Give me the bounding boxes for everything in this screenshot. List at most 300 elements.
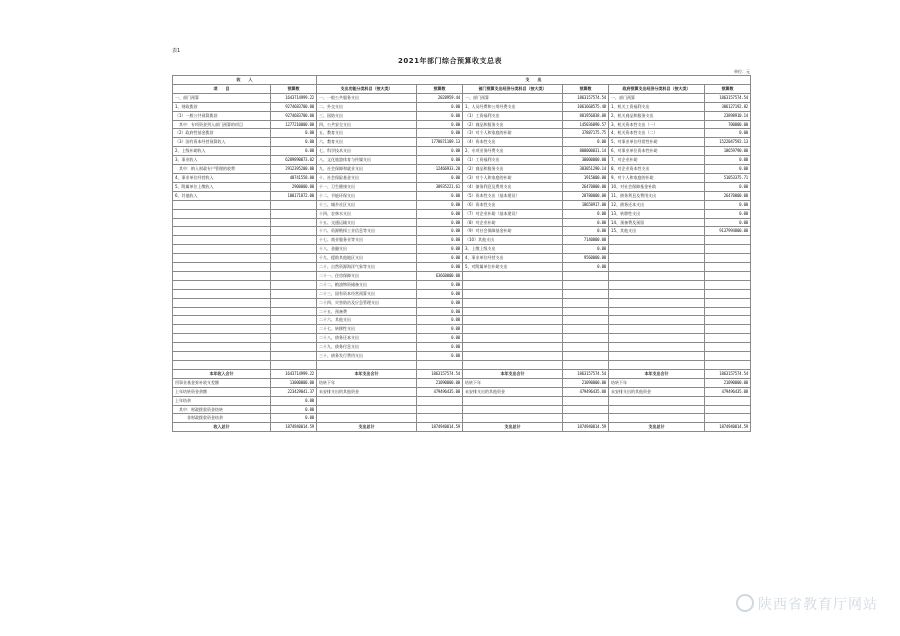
income-item-cell bbox=[173, 227, 271, 236]
gov-budget-cell bbox=[705, 316, 751, 325]
income-item-cell bbox=[173, 218, 271, 227]
dept-item-cell: （10）其他支出 bbox=[463, 236, 563, 245]
dept-budget-cell: 7140000.00 bbox=[563, 236, 609, 245]
dept-budget-cell bbox=[563, 298, 609, 307]
func-budget-cell: 0.00 bbox=[417, 298, 463, 307]
income-budget-cell: 40741558.00 bbox=[271, 173, 317, 182]
table-row bbox=[173, 165, 751, 174]
expense-total-label: 本年支出合计 bbox=[317, 369, 417, 378]
gov-budget-cell: 26470000.00 bbox=[705, 191, 751, 200]
func-item-cell: 二十八、债务还本支出 bbox=[317, 334, 417, 343]
table-number: 表1 bbox=[172, 48, 181, 54]
site-watermark bbox=[736, 594, 878, 614]
func-item-cell: 七、科学技术支出 bbox=[317, 147, 417, 156]
func-item-cell: 十五、交通运输支出 bbox=[317, 218, 417, 227]
func-item-cell: 二十七、转移性支出 bbox=[317, 325, 417, 334]
gov-budget-cell bbox=[705, 396, 751, 405]
gov-budget-cell bbox=[705, 236, 751, 245]
watermark-text: 陕西省教育厅网站 bbox=[758, 597, 878, 613]
table-row bbox=[173, 191, 751, 200]
func-budget-cell: 1778871189.13 bbox=[417, 138, 463, 147]
gov-item-cell: 未安排支出的其他资金 bbox=[609, 387, 705, 396]
table-row bbox=[173, 316, 751, 325]
func-budget-cell bbox=[417, 405, 463, 414]
func-budget-cell: 0.00 bbox=[417, 343, 463, 352]
table-row bbox=[173, 245, 751, 254]
dept-item-cell bbox=[463, 405, 563, 414]
dept-item-cell: （8）对企业补助 bbox=[463, 218, 563, 227]
dept-item-cell: （1）工资福利支出 bbox=[463, 111, 563, 120]
func-item-cell bbox=[317, 361, 417, 370]
func-item-cell: 十三、城乡社区支出 bbox=[317, 200, 417, 209]
table-row bbox=[173, 325, 751, 334]
func-item-cell: 十九、援助其他地区支出 bbox=[317, 254, 417, 263]
table-row bbox=[173, 236, 751, 245]
func-budget-cell: 0.00 bbox=[417, 200, 463, 209]
table-row bbox=[173, 352, 751, 361]
gov-budget-cell bbox=[705, 352, 751, 361]
gov-item-cell bbox=[609, 263, 705, 272]
func-budget-cell: 0.00 bbox=[417, 156, 463, 165]
gov-budget-cell: 51053375.71 bbox=[705, 173, 751, 182]
income-item-cell bbox=[173, 334, 271, 343]
income-item-cell bbox=[173, 236, 271, 245]
gov-budget-cell bbox=[705, 343, 751, 352]
dept-budget-cell bbox=[563, 289, 609, 298]
income-item-cell: 3、事业收入 bbox=[173, 156, 271, 165]
gov-item-cell bbox=[609, 307, 705, 316]
table-row bbox=[173, 263, 751, 272]
func-item-cell: 二十三、国有资本经营预算支出 bbox=[317, 289, 417, 298]
dept-item-cell: （3）对个人和家庭的补助 bbox=[463, 129, 563, 138]
dept-item-cell: （4）债务利息及费用支出 bbox=[463, 182, 563, 191]
func-item-cell: 十四、农林水支出 bbox=[317, 209, 417, 218]
dept-budget-cell: 383051290.14 bbox=[563, 165, 609, 174]
func-item-cell: 结转下年 bbox=[317, 378, 417, 387]
income-budget-cell bbox=[271, 236, 317, 245]
gov-budget-cell: 9137994800.00 bbox=[705, 227, 751, 236]
income-budget-cell: 6289890073.02 bbox=[271, 156, 317, 165]
table-row bbox=[173, 298, 751, 307]
gov-budget-cell bbox=[705, 254, 751, 263]
income-item-cell: 4、事业单位经营收入 bbox=[173, 173, 271, 182]
func-item-cell: 未安排支出的其他资金 bbox=[317, 387, 417, 396]
func-budget-cell: 0.00 bbox=[417, 218, 463, 227]
dept-item-cell bbox=[463, 316, 563, 325]
income-budget-cell: 0.00 bbox=[271, 129, 317, 138]
func-budget-cell: 0.00 bbox=[417, 307, 463, 316]
gov-budget-cell: 479496435.08 bbox=[705, 387, 751, 396]
gov-budget-cell: 0.00 bbox=[705, 200, 751, 209]
income-item-cell: 上年结余 bbox=[173, 396, 271, 405]
func-item-cell: 十八、金融支出 bbox=[317, 245, 417, 254]
dept-budget-cell bbox=[563, 325, 609, 334]
table-row bbox=[173, 93, 751, 102]
func-item-cell: 六、教育支出 bbox=[317, 138, 417, 147]
income-item-cell bbox=[173, 316, 271, 325]
income-budget-cell: 100171872.00 bbox=[271, 191, 317, 200]
income-item-cell bbox=[173, 361, 271, 370]
expense-header: 支 出 bbox=[317, 76, 751, 85]
income-item-cell bbox=[173, 307, 271, 316]
income-item-cell: 6、其他收入 bbox=[173, 191, 271, 200]
func-item-cell: 十六、资源勘探工业信息等支出 bbox=[317, 227, 417, 236]
income-item-cell: 其中：专项资金列入部门预算的项目 bbox=[173, 120, 271, 129]
func-item-cell: 二十、自然资源海洋气象等支出 bbox=[317, 263, 417, 272]
func-item-cell: 十一、卫生健康支出 bbox=[317, 182, 417, 191]
func-budget-cell: 0.00 bbox=[417, 245, 463, 254]
gov-item-cell bbox=[609, 414, 705, 423]
func-class-header: 支出功能分类科目（按大类） bbox=[317, 84, 417, 93]
income-item-cell bbox=[173, 298, 271, 307]
income-budget-cell bbox=[271, 271, 317, 280]
gov-item-cell bbox=[609, 236, 705, 245]
gov-item-cell: 7、对企业补助 bbox=[609, 156, 705, 165]
table-row bbox=[173, 378, 751, 387]
income-budget-cell bbox=[271, 254, 317, 263]
dept-budget-cell bbox=[563, 334, 609, 343]
gov-item-cell: 12、债务还本支出 bbox=[609, 200, 705, 209]
func-item-cell: 九、社会保障和就业支出 bbox=[317, 165, 417, 174]
dept-budget-cell bbox=[563, 361, 609, 370]
dept-item-cell bbox=[463, 298, 563, 307]
income-budget-cell: 13000000.00 bbox=[271, 378, 317, 387]
table-row bbox=[173, 289, 751, 298]
income-total-label: 本年收入合计 bbox=[173, 369, 271, 378]
dept-item-cell: （4）资本性支出 bbox=[463, 138, 563, 147]
dept-item-cell bbox=[463, 396, 563, 405]
func-item-cell: 十、社会保险基金支出 bbox=[317, 173, 417, 182]
gov-budget-cell: 0.00 bbox=[705, 218, 751, 227]
func-item-cell: 二十六、其他支出 bbox=[317, 316, 417, 325]
dept-budget-cell bbox=[563, 271, 609, 280]
table-row bbox=[173, 405, 751, 414]
dept-item-cell: （2）商品和服务支出 bbox=[463, 165, 563, 174]
func-budget-cell: 0.00 bbox=[417, 227, 463, 236]
income-item-cell: 非财政拨款资金结余 bbox=[173, 414, 271, 423]
table-row bbox=[173, 120, 751, 129]
func-budget-cell: 0.00 bbox=[417, 334, 463, 343]
dept-item-cell: （3）对个人和家庭的补助 bbox=[463, 173, 563, 182]
func-budget-cell: 0.00 bbox=[417, 129, 463, 138]
gov-budget-cell bbox=[705, 361, 751, 370]
income-item-cell: 其中：纳入财政专户管理的收费 bbox=[173, 165, 271, 174]
table-row bbox=[173, 147, 751, 156]
income-budget-cell bbox=[271, 289, 317, 298]
gov-budget-cell bbox=[705, 307, 751, 316]
func-budget-cell: 0.00 bbox=[417, 325, 463, 334]
income-budget-cell bbox=[271, 325, 317, 334]
dept-budget-cell: 1863157574.54 bbox=[563, 93, 609, 102]
income-item-cell bbox=[173, 289, 271, 298]
table-row bbox=[173, 138, 751, 147]
gov-budget-cell: 0.00 bbox=[705, 209, 751, 218]
dept-budget-cell: 18658917.00 bbox=[563, 200, 609, 209]
income-budget-cell: 2900000.00 bbox=[271, 182, 317, 191]
dept-item-cell: 结转下年 bbox=[463, 378, 563, 387]
dept-budget-cell: 479496435.08 bbox=[563, 387, 609, 396]
gov-budget-cell bbox=[705, 414, 751, 423]
dept-item-cell: （5）资本性支出（基本建设） bbox=[463, 191, 563, 200]
func-budget-cell: 0.00 bbox=[417, 280, 463, 289]
gov-budget-cell: 21090000.00 bbox=[705, 378, 751, 387]
income-budget-cell bbox=[271, 307, 317, 316]
dept-budget-cell bbox=[563, 280, 609, 289]
table-row bbox=[173, 200, 751, 209]
func-item-cell: 五、教育支出 bbox=[317, 129, 417, 138]
func-budget-cell: 479496435.08 bbox=[417, 387, 463, 396]
gov-item-cell: 4、机关资本性支出（二） bbox=[609, 129, 705, 138]
gov-total-value: 1863157574.54 bbox=[705, 369, 751, 378]
dept-item-cell bbox=[463, 307, 563, 316]
func-item-cell bbox=[317, 405, 417, 414]
func-item-cell: 二十二、粮油物资储备支出 bbox=[317, 280, 417, 289]
expense-total-value: 1863157574.54 bbox=[417, 369, 463, 378]
func-budget-cell: 0.00 bbox=[417, 316, 463, 325]
income-item-cell bbox=[173, 280, 271, 289]
income-budget-cell: 0.00 bbox=[271, 414, 317, 423]
dept-grand-label: 支出总计 bbox=[463, 423, 563, 432]
dept-total-value: 1863157574.54 bbox=[563, 369, 609, 378]
income-budget-cell bbox=[271, 227, 317, 236]
gov-item-cell: 13、转移性支出 bbox=[609, 209, 705, 218]
func-item-cell: 十七、商业服务业等支出 bbox=[317, 236, 417, 245]
func-budget-cell: 12466933.20 bbox=[417, 165, 463, 174]
income-budget-cell bbox=[271, 352, 317, 361]
gov-budget-cell: 0.00 bbox=[705, 165, 751, 174]
table-row bbox=[173, 361, 751, 370]
func-budget-cell: 0.00 bbox=[417, 236, 463, 245]
unit-label: 单位：元 bbox=[734, 69, 750, 74]
table-row bbox=[173, 414, 751, 423]
gov-budget-cell bbox=[705, 280, 751, 289]
table-row bbox=[173, 307, 751, 316]
table-row bbox=[173, 182, 751, 191]
dept-budget-cell: 26470000.00 bbox=[563, 182, 609, 191]
dept-budget-cell: 37887175.75 bbox=[563, 129, 609, 138]
dept-item-cell: 3、上缴上级支出 bbox=[463, 245, 563, 254]
income-item-cell bbox=[173, 271, 271, 280]
gov-budget-cell: 1863157574.54 bbox=[705, 93, 751, 102]
table-row bbox=[173, 129, 751, 138]
dept-item-cell: （2）商品和服务支出 bbox=[463, 120, 563, 129]
dept-budget-cell: 1915000.00 bbox=[563, 173, 609, 182]
income-item-cell: 一、部门预算 bbox=[173, 93, 271, 102]
gov-budget-cell: 18659790.00 bbox=[705, 147, 751, 156]
income-budget-cell: 1643714999.22 bbox=[271, 93, 317, 102]
dept-item-cell bbox=[463, 271, 563, 280]
func-budget-cell bbox=[417, 414, 463, 423]
income-item-cell bbox=[173, 200, 271, 209]
dept-budget-cell: 0.00 bbox=[563, 138, 609, 147]
dept-total-label: 本年支出合计 bbox=[463, 369, 563, 378]
income-budget-cell: 0.00 bbox=[271, 396, 317, 405]
gov-budget-cell bbox=[705, 289, 751, 298]
income-item-cell bbox=[173, 254, 271, 263]
gov-item-cell: 11、债务利息及费用支出 bbox=[609, 191, 705, 200]
income-item-cell bbox=[173, 263, 271, 272]
item-header: 项 目 bbox=[173, 84, 271, 93]
income-item-cell: （1）一般公共预算拨款 bbox=[173, 111, 271, 120]
func-item-cell: 三、国防支出 bbox=[317, 111, 417, 120]
dept-item-cell bbox=[463, 334, 563, 343]
gov-item-cell: 1、机关工资福利支出 bbox=[609, 102, 705, 111]
gov-item-cell: 结转下年 bbox=[609, 378, 705, 387]
dept-item-cell: 2、专项业务经费支出 bbox=[463, 147, 563, 156]
income-item-cell: 1、财政拨款 bbox=[173, 102, 271, 111]
dept-budget-cell: 800000031.14 bbox=[563, 147, 609, 156]
table-row bbox=[173, 387, 751, 396]
gov-item-cell bbox=[609, 334, 705, 343]
dept-item-cell: （1）工资福利支出 bbox=[463, 156, 563, 165]
dept-budget-cell bbox=[563, 316, 609, 325]
dept-budget-cell bbox=[563, 414, 609, 423]
dept-budget-cell: 30000000.00 bbox=[563, 156, 609, 165]
gov-budget-cell bbox=[705, 325, 751, 334]
income-item-cell bbox=[173, 209, 271, 218]
func-item-cell: 四、公共安全支出 bbox=[317, 120, 417, 129]
gov-total-label: 本年支出合计 bbox=[609, 369, 705, 378]
dept-item-cell: 5、对附属单位补助支出 bbox=[463, 263, 563, 272]
dept-budget-cell: 881956838.08 bbox=[563, 111, 609, 120]
gov-budget-cell: 0.00 bbox=[705, 156, 751, 165]
dept-item-cell: 1、人员经费和公用经费支出 bbox=[463, 102, 563, 111]
dept-budget-cell: 0.00 bbox=[563, 245, 609, 254]
func-budget-cell: 2028959.44 bbox=[417, 93, 463, 102]
income-item-cell: 其中：财政拨款资金结转 bbox=[173, 405, 271, 414]
func-budget-cell: 0.00 bbox=[417, 102, 463, 111]
income-budget-cell bbox=[271, 361, 317, 370]
func-item-cell bbox=[317, 414, 417, 423]
dept-item-cell bbox=[463, 361, 563, 370]
income-budget-cell bbox=[271, 280, 317, 289]
func-budget-cell: 0.00 bbox=[417, 263, 463, 272]
expense-grand-label: 支出总计 bbox=[317, 423, 417, 432]
document-title: 2021年部门综合预算收支总表 bbox=[398, 57, 502, 65]
gov-budget-cell bbox=[705, 245, 751, 254]
func-budget-cell: 38935221.61 bbox=[417, 182, 463, 191]
income-budget-cell: 0.00 bbox=[271, 405, 317, 414]
func-budget-cell: 0.00 bbox=[417, 147, 463, 156]
summary-row bbox=[173, 369, 751, 378]
income-budget-cell bbox=[271, 334, 317, 343]
gov-item-cell: 8、对企业资本性支出 bbox=[609, 165, 705, 174]
gov-item-cell: 3、机关资本性支出（一） bbox=[609, 120, 705, 129]
func-budget-cell: 0.00 bbox=[417, 191, 463, 200]
table-row bbox=[173, 334, 751, 343]
budget-summary-table bbox=[172, 75, 751, 432]
func-item-cell: 二十一、住房保障支出 bbox=[317, 271, 417, 280]
gov-item-cell bbox=[609, 298, 705, 307]
income-budget-cell: 223429041.37 bbox=[271, 387, 317, 396]
gov-budget-cell: 0.00 bbox=[705, 182, 751, 191]
gov-budget-cell bbox=[705, 271, 751, 280]
gov-grand-label: 支出总计 bbox=[609, 423, 705, 432]
gov-budget-cell: 1522047592.13 bbox=[705, 138, 751, 147]
dept-item-cell bbox=[463, 280, 563, 289]
func-budget-cell: 63660000.00 bbox=[417, 271, 463, 280]
gov-budget-cell bbox=[705, 298, 751, 307]
table-row bbox=[173, 156, 751, 165]
table-row bbox=[173, 209, 751, 218]
gov-item-cell: 14、预备费及预留 bbox=[609, 218, 705, 227]
dept-item-cell: （6）资本性支出 bbox=[463, 200, 563, 209]
table-row bbox=[173, 111, 751, 120]
dept-grand-value: 1874940014.59 bbox=[563, 423, 609, 432]
func-budget-cell bbox=[417, 361, 463, 370]
table-row bbox=[173, 343, 751, 352]
dept-budget-cell bbox=[563, 307, 609, 316]
seal-icon bbox=[736, 594, 754, 612]
income-total-value: 1643714999.22 bbox=[271, 369, 317, 378]
gov-item-cell bbox=[609, 405, 705, 414]
gov-econ-header: 政府预算支出经济分类科目（按大类） bbox=[609, 84, 705, 93]
func-budget-cell bbox=[417, 396, 463, 405]
dept-item-cell: 4、事业单位经营支出 bbox=[463, 254, 563, 263]
func-budget-cell: 0.00 bbox=[417, 289, 463, 298]
func-budget-cell: 0.00 bbox=[417, 111, 463, 120]
dept-budget-cell: 1061668575.48 bbox=[563, 102, 609, 111]
income-budget-cell bbox=[271, 200, 317, 209]
dept-item-cell: 未安排支出的其他资金 bbox=[463, 387, 563, 396]
gov-budget-cell: 0.00 bbox=[705, 129, 751, 138]
dept-budget-cell: 9560000.00 bbox=[563, 254, 609, 263]
income-budget-cell bbox=[271, 316, 317, 325]
budget-header: 预算数 bbox=[271, 84, 317, 93]
gov-grand-value: 1874940014.59 bbox=[705, 423, 751, 432]
func-item-cell: 十二、节能环保支出 bbox=[317, 191, 417, 200]
dept-item-cell bbox=[463, 325, 563, 334]
dept-item-cell bbox=[463, 352, 563, 361]
dept-budget-cell bbox=[563, 405, 609, 414]
func-budget-cell: 0.00 bbox=[417, 120, 463, 129]
income-header: 收 入 bbox=[173, 76, 317, 85]
income-budget-cell bbox=[271, 343, 317, 352]
dept-item-cell bbox=[463, 414, 563, 423]
income-budget-cell: 0.00 bbox=[271, 138, 317, 147]
gov-item-cell bbox=[609, 361, 705, 370]
gov-budget-cell bbox=[705, 263, 751, 272]
income-budget-cell bbox=[271, 209, 317, 218]
gov-budget-cell bbox=[705, 405, 751, 414]
gov-item-cell bbox=[609, 352, 705, 361]
table-row bbox=[173, 254, 751, 263]
income-budget-cell bbox=[271, 298, 317, 307]
gov-item-cell bbox=[609, 316, 705, 325]
gov-item-cell bbox=[609, 271, 705, 280]
income-item-cell bbox=[173, 325, 271, 334]
gov-budget-cell: 306127192.82 bbox=[705, 102, 751, 111]
table-row bbox=[173, 271, 751, 280]
gov-item-cell bbox=[609, 245, 705, 254]
func-item-cell bbox=[317, 396, 417, 405]
income-grand-label: 收入总计 bbox=[173, 423, 271, 432]
dept-budget-cell: 145036090.57 bbox=[563, 120, 609, 129]
gov-item-cell bbox=[609, 280, 705, 289]
gov-item-cell: 15、其他支出 bbox=[609, 227, 705, 236]
gov-item-cell bbox=[609, 254, 705, 263]
table-row bbox=[173, 173, 751, 182]
dept-budget-cell: 0.00 bbox=[563, 209, 609, 218]
dept-item-cell bbox=[463, 343, 563, 352]
dept-item-cell: 一、部门预算 bbox=[463, 93, 563, 102]
table-row bbox=[173, 396, 751, 405]
dept-budget-cell: 28780000.00 bbox=[563, 191, 609, 200]
func-item-cell: 二十五、预备费 bbox=[317, 307, 417, 316]
income-item-cell: 上年结转资金余额 bbox=[173, 387, 271, 396]
func-item-cell: 八、文化旅游体育与传媒支出 bbox=[317, 156, 417, 165]
dept-budget-cell bbox=[563, 352, 609, 361]
